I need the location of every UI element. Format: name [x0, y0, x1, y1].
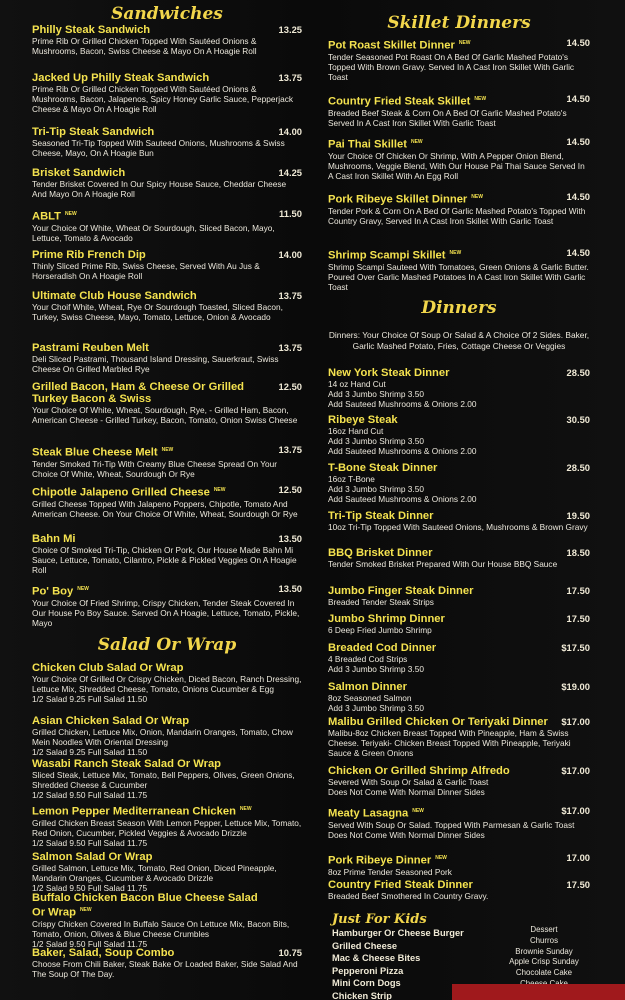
item-detail-line: Add 3 Jumbo Shrimp 3.50: [328, 389, 424, 400]
item-price: 17.50: [566, 879, 590, 890]
item-name-text: Pai Thai Skillet: [328, 138, 407, 151]
item-price: $17.00: [561, 716, 590, 727]
item-price: 14.50: [566, 93, 590, 104]
item-name: [328, 367, 590, 379]
kids-item: Grilled Cheese: [332, 940, 398, 951]
item-price: 13.75: [278, 342, 302, 353]
kids-item: Mini Corn Dogs: [332, 978, 401, 989]
item-sizes: 1/2 Salad 9.50 Full Salad 11.75: [32, 939, 148, 950]
item-detail-line: Does Not Come With Normal Dinner Sides: [328, 829, 485, 840]
menu-item: [32, 381, 302, 425]
dinners-heading: Dinners: [421, 298, 497, 318]
item-price: 13.75: [278, 72, 302, 83]
skillet-heading: Skillet Dinners: [387, 13, 531, 33]
item-name-text: Salmon Salad Or Wrap: [32, 851, 153, 863]
dessert-list: [498, 925, 590, 990]
item-name-text: Philly Steak Sandwich: [32, 24, 151, 36]
item-price: 13.25: [278, 24, 302, 35]
dessert-item: Chocolate Cake: [515, 968, 573, 978]
item-price: 19.50: [566, 510, 590, 521]
item-name: [328, 37, 590, 52]
item-price: 28.50: [566, 367, 590, 378]
item-description: Choose From Chili Baker, Steak Bake Or Loaded Baker, Side Salad And The Soup Of The Day.: [32, 959, 298, 980]
new-badge: NEW: [77, 586, 89, 592]
item-price: 13.50: [278, 533, 302, 544]
item-detail-line: Add 3 Jumbo Shrimp 3.50: [328, 484, 424, 495]
item-description: Sliced Steak, Lettuce Mix, Tomato, Bell Peppers, Olives, Green Onions, Shredded Cheese & Cucumber: [32, 770, 295, 791]
item-detail-line: Served With Soup Or Salad. Topped With Parmesan & Garlic Toast: [328, 819, 575, 830]
item-name: [32, 249, 302, 261]
item-name-text: Brisket Sandwich: [32, 167, 126, 179]
item-price: 14.00: [278, 249, 302, 260]
dessert-item: Brownie Sunday: [515, 946, 573, 956]
dessert-item: Dessert: [530, 925, 558, 934]
item-name-text: Country Fried Steak Skillet: [328, 95, 471, 108]
item-name: [328, 852, 590, 867]
item-name: [328, 414, 590, 426]
menu-item: [32, 342, 302, 374]
item-name-text: Meaty Lasagna: [328, 807, 409, 820]
item-detail-line: Add Sauteed Mushrooms & Onions 2.00: [328, 446, 477, 457]
item-name: [328, 642, 590, 654]
dinners-intro: Dinners: Your Choice Of Soup Or Salad & A Choice Of 2 Sides. Baker, Garlic Mashed Potato, Fries, Cottage Cheese Or Veggies: [328, 330, 590, 351]
item-price: 13.75: [278, 444, 302, 455]
item-price: 13.50: [278, 583, 302, 594]
menu-item: [328, 136, 590, 181]
menu-item: [32, 803, 302, 848]
kids-heading: Just For Kids: [332, 912, 427, 927]
item-detail-line: 10oz Tri-Tip Topped With Sauteed Onions, Mushrooms & Brown Gravy: [328, 522, 588, 532]
menu-item: [328, 716, 590, 759]
item-name-text: Po' Boy: [32, 585, 74, 598]
dessert-item: Churros: [529, 935, 559, 945]
item-description: Deli Sliced Pastrami, Thousand Island Dressing, Sauerkraut, Swiss Cheese On Grilled Marbled Rye: [32, 354, 279, 375]
item-name: [32, 851, 302, 863]
item-name: [32, 947, 302, 959]
item-price: 17.50: [566, 585, 590, 596]
item-detail-line: Malibu-8oz Chicken Breast Topped With Pineapple, Ham & Swiss Cheese. Teriyaki- Chicken Breast Topped With Pineapple, Teriyaki Sauce & Green Onions: [328, 728, 571, 759]
menu-item: [32, 662, 302, 705]
item-price: 14.50: [566, 136, 590, 147]
menu-item: [328, 852, 590, 877]
item-description: Thinly Sliced Prime Rib, Swiss Cheese, Served With Au Jus & Horseradish On A Hoagie Roll: [32, 261, 260, 282]
new-badge: NEW: [458, 40, 471, 46]
item-description: Your Choice Of White, Wheat, Sourdough, Rye, - Grilled Ham, Bacon, American Cheese - Grilled Turkey, Bacon, Tomato, Onion Swiss Cheese: [32, 405, 298, 426]
item-description: Grilled Salmon, Lettuce Mix, Tomato, Red Onion, Diced Pineapple, Mandarin Oranges, Cucumber & Avocado Drizzle: [32, 863, 277, 884]
item-description: Shrimp Scampi Sauteed With Tomatoes, Green Onions & Garlic Butter. Poured Over Garlic Mashed Potatoes In A Cast Iron Skillet With Garlic Toast: [328, 261, 589, 293]
item-description: Your Choice Of Grilled Or Crispy Chicken, Diced Bacon, Ranch Dressing, Lettuce Mix, Shredded Cheese, Tomato, Onions Cucumber & Egg: [32, 674, 302, 695]
item-detail-line: Add 3 Jumbo Shrimp 3.50: [328, 664, 424, 675]
item-name-text: Pork Ribeye Dinner: [328, 854, 432, 867]
menu-item: [32, 484, 302, 519]
item-name: [32, 167, 302, 179]
kids-item: Pepperoni Pizza: [332, 965, 404, 976]
item-detail-line: Tender Smoked Brisket Prepared With Our House BBQ Sauce: [328, 559, 558, 569]
item-name-text: New York Steak Dinner: [328, 367, 450, 379]
item-name-text: Steak Blue Cheese Melt: [32, 446, 158, 459]
menu-item: [328, 642, 590, 674]
item-name: [32, 533, 302, 545]
item-name: [32, 662, 302, 674]
item-description: Tender Pork & Corn On A Bed Of Garlic Mashed Potato's Topped With Country Gravy, Served In A Cast Iron Skillet With Garlic Toast: [328, 205, 586, 226]
item-name: [328, 765, 590, 777]
item-price: 14.25: [278, 167, 302, 178]
menu-item: [32, 715, 302, 758]
new-badge: NEW: [474, 96, 487, 102]
menu-item: [32, 24, 302, 56]
menu-item: [32, 126, 302, 158]
kids-item: Hamburger Or Cheese Burger: [332, 928, 464, 938]
item-name: [32, 758, 302, 770]
menu-item: [32, 892, 302, 949]
item-name: [328, 716, 590, 728]
item-name-text: Tri-Tip Steak Dinner: [328, 510, 434, 522]
item-name-text: Jumbo Shrimp Dinner: [328, 613, 445, 625]
item-name: [328, 136, 590, 151]
kids-list: [332, 927, 464, 1000]
new-badge: NEW: [412, 808, 424, 814]
item-name: [328, 462, 590, 474]
item-name: [328, 247, 590, 262]
item-name: [32, 126, 302, 138]
item-name-text: Shrimp Scampi Skillet: [328, 249, 446, 262]
item-description: Your Choice Of Chicken Or Shrimp, With A Pepper Onion Blend, Mushrooms, Veggie Blend, With Our House Pai Thai Sauce Served In A Cast Iron Skillet With An Egg Roll: [328, 150, 585, 182]
item-description: Tender Smoked Tri-Tip With Creamy Blue Cheese Spread On Your Choice Of White, Wheat, Sourdough Or Rye: [32, 458, 278, 479]
item-name: [328, 191, 590, 206]
dessert-item: Apple Crisp Sunday: [509, 957, 579, 967]
item-description: Prime Rib Or Grilled Chicken Topped With Sautéed Onions & Mushrooms, Bacon, Swiss Cheese & Mayo On A Hoagie Roll: [32, 36, 257, 57]
item-name-text: Country Fried Steak Dinner: [328, 879, 473, 891]
item-detail-line: 6 Deep Fried Jumbo Shrimp: [328, 625, 432, 635]
item-name: [328, 547, 590, 559]
item-name-text: Asian Chicken Salad Or Wrap: [32, 715, 190, 727]
item-sizes: 1/2 Salad 9.25 Full Salad 11.50: [32, 694, 148, 705]
menu-item: [328, 547, 590, 569]
item-description: Breaded Beef Steak & Corn On A Bed Of Garlic Mashed Potato's Served In A Cast Iron Skillet With Garlic Toast: [328, 107, 567, 128]
menu-item: [328, 191, 590, 226]
item-description: Prime Rib Or Grilled Chicken Topped With Sautéed Onions & Mushrooms, Bacon, Jalapenos, Spicy Honey Garlic Sauce, Pepperjack Cheese & Mayo On A Hoagie Roll: [32, 84, 294, 115]
item-name-text: Ultimate Club House Sandwich: [32, 290, 197, 302]
item-name-text: Lemon Pepper Mediterranean Chicken: [32, 805, 236, 818]
menu-item: [328, 681, 590, 713]
item-sizes: 1/2 Salad 9.50 Full Salad 11.75: [32, 883, 148, 894]
item-name-text: Chicken Club Salad Or Wrap: [32, 662, 184, 674]
menu-item: [328, 37, 590, 82]
menu-item: [328, 367, 590, 410]
menu-item: [328, 462, 590, 505]
new-badge: NEW: [239, 806, 252, 812]
menu-item: [328, 510, 590, 532]
item-name: [328, 93, 590, 108]
item-price: 14.50: [566, 247, 590, 258]
item-price: $17.00: [561, 765, 590, 776]
menu-item: [328, 765, 590, 797]
item-description: Your Choice Of Fried Shrimp, Crispy Chicken, Tender Steak Covered In Our House Po Boy Sauce. Served On A Hoagie, Lettuce, Tomato, Pickle, Mayo: [32, 597, 300, 629]
item-price: 10.75: [278, 947, 302, 958]
item-name-text: Wasabi Ranch Steak Salad Or Wrap: [32, 758, 222, 770]
item-description: Seasoned Tri-Tip Topped With Sauteed Onions, Mushrooms & Swiss Cheese, Mayo, On A Hoagie Bun: [32, 138, 285, 159]
item-name-text: Chipotle Jalapeno Grilled Cheese: [32, 486, 210, 499]
item-price: 14.50: [566, 191, 590, 202]
item-name: [32, 803, 302, 818]
decorative-red-band: [452, 984, 625, 1000]
item-name-text: Pot Roast Skillet Dinner: [328, 39, 455, 52]
item-name-text: Jacked Up Philly Steak Sandwich: [32, 72, 210, 84]
item-name-text: Prime Rib French Dip: [32, 249, 146, 261]
new-badge: NEW: [161, 447, 174, 453]
item-price: 12.50: [278, 381, 302, 392]
menu-item: [32, 583, 302, 628]
item-detail-line: 16oz T-Bone: [328, 474, 375, 484]
item-name: [328, 585, 590, 597]
item-name-text: Pork Ribeye Skillet Dinner: [328, 193, 468, 206]
item-description: Your Choice Of White, Wheat Or Sourdough, Sliced Bacon, Mayo, Lettuce, Tomato & Avocado: [32, 222, 275, 243]
item-name: [32, 381, 302, 405]
item-name: [32, 208, 302, 223]
item-detail-line: 4 Breaded Cod Strips: [328, 654, 408, 664]
menu-item: [32, 758, 302, 801]
menu-item: [328, 585, 590, 607]
item-name-text: BBQ Brisket Dinner: [328, 547, 433, 559]
item-name: [32, 583, 302, 598]
item-name-text: Grilled Bacon, Ham & Cheese Or Grilled Turkey Bacon & Swiss: [32, 381, 245, 405]
item-name: [32, 24, 302, 36]
item-description: Your Choif White, Wheat, Rye Or Sourdough Toasted, Sliced Bacon, Turkey, Swiss Cheese, Mayo, Tomato, Lettuce, Onion & Avocado: [32, 302, 283, 323]
item-name: [328, 879, 590, 891]
item-name: [32, 715, 302, 727]
menu-item: [32, 444, 302, 479]
new-badge: NEW: [435, 855, 447, 861]
item-price: 11.50: [279, 208, 302, 219]
item-sizes: 1/2 Salad 9.50 Full Salad 11.75: [32, 790, 148, 801]
item-name: [32, 892, 302, 919]
item-name-text: Tri-Tip Steak Sandwich: [32, 126, 155, 138]
menu-item: [328, 93, 590, 128]
item-detail-line: 14 oz Hand Cut: [328, 379, 386, 389]
item-name: [32, 342, 302, 354]
item-description: Grilled Chicken, Lettuce Mix, Onion, Mandarin Oranges, Tomato, Chow Mein Noodles With Oriental Dressing: [32, 727, 293, 748]
kids-item: Mac & Cheese Bites: [332, 953, 421, 964]
item-price: 17.50: [566, 613, 590, 624]
item-detail-line: Add Sauteed Mushrooms & Onions 2.00: [328, 399, 477, 410]
salad-heading: Salad Or Wrap: [97, 635, 237, 655]
item-description: Choice Of Smoked Tri-Tip, Chicken Or Pork, Our House Made Bahn Mi Sauce, Lettuce, Tomato, Cilantro, Pickle & Pickled Veggies On A Hoagie Roll: [32, 545, 297, 576]
menu-item: [32, 290, 302, 322]
new-badge: NEW: [471, 194, 483, 200]
item-name: [32, 484, 302, 499]
item-price: 17.00: [566, 852, 590, 863]
item-price: 18.50: [566, 547, 590, 558]
item-detail-line: Does Not Come With Normal Dinner Sides: [328, 787, 485, 798]
item-detail-line: Breaded Tender Steak Strips: [328, 597, 434, 607]
item-name-text: Ribeye Steak: [328, 414, 398, 426]
item-sizes: 1/2 Salad 9.50 Full Salad 11.75: [32, 838, 148, 849]
item-description: Grilled Chicken Breast Season With Lemon Pepper, Lettuce Mix, Tomato, Red Onion, Cucumber, Pickled Veggies & Avocado Drizzle: [32, 817, 302, 838]
item-name: [32, 444, 302, 459]
item-price: $19.00: [561, 681, 590, 692]
item-name-text: T-Bone Steak Dinner: [328, 462, 438, 474]
menu-item: [328, 879, 590, 901]
item-name-text: Buffalo Chicken Bacon Blue Cheese Salad Or Wrap: [32, 892, 258, 919]
item-name-text: ABLT: [32, 210, 61, 223]
item-detail-line: Add 3 Jumbo Shrimp 3.50: [328, 703, 424, 714]
item-detail-line: Severed With Soup Or Salad & Garlic Toast: [328, 777, 489, 787]
item-detail-line: Breaded Beef Smothered In Country Gravy.: [328, 891, 489, 901]
item-name-text: Chicken Or Grilled Shrimp Alfredo: [328, 765, 510, 777]
item-detail-line: 8oz Prime Tender Seasoned Pork: [328, 866, 452, 877]
item-detail-line: 8oz Seasoned Salmon: [328, 693, 412, 703]
item-name-text: Jumbo Finger Steak Dinner: [328, 585, 474, 597]
item-description: Tender Seasoned Pot Roast On A Bed Of Garlic Mashed Potato's Topped With Brown Gravy. Served In A Cast Iron Skillet With Garlic Toast: [328, 51, 575, 83]
menu-item: [32, 851, 302, 894]
item-sizes: 1/2 Salad 9.25 Full Salad 11.50: [32, 747, 148, 758]
new-badge: NEW: [213, 487, 226, 493]
new-badge: NEW: [410, 139, 423, 145]
item-description: Grilled Cheese Topped With Jalapeno Poppers, Chipotle, Tomato And American Cheese. On Your Choice Of White, Wheat, Sourdough Or Rye: [32, 498, 298, 519]
new-badge: NEW: [449, 250, 462, 256]
item-detail-line: Add Sauteed Mushrooms & Onions 2.00: [328, 494, 477, 505]
item-price: 30.50: [566, 414, 590, 425]
item-name-text: Baker, Salad, Soup Combo: [32, 947, 175, 959]
menu-item: [32, 208, 302, 243]
item-name: [328, 613, 590, 625]
new-badge: NEW: [65, 211, 77, 217]
new-badge: NEW: [79, 907, 92, 913]
sandwiches-heading: Sandwiches: [111, 4, 223, 24]
item-price: $17.00: [561, 805, 590, 816]
item-name-text: Malibu Grilled Chicken Or Teriyaki Dinner: [328, 716, 548, 728]
item-price: 14.00: [278, 126, 302, 137]
item-name-text: Pastrami Reuben Melt: [32, 342, 149, 354]
item-detail-line: Add 3 Jumbo Shrimp 3.50: [328, 436, 424, 447]
item-name-text: Salmon Dinner: [328, 681, 407, 693]
menu-item: [32, 947, 302, 979]
menu-item: [328, 613, 590, 635]
item-name-text: Breaded Cod Dinner: [328, 642, 437, 654]
item-name-text: Bahn Mi: [32, 533, 76, 545]
item-description: Crispy Chicken Covered In Buffalo Sauce On Lettuce Mix, Bacon Bits, Tomato, Onion, Olives & Blue Cheese Crumbles: [32, 918, 290, 939]
kids-item: Chicken Strip: [332, 990, 392, 1000]
menu-item: [32, 167, 302, 199]
item-price: 28.50: [566, 462, 590, 473]
item-price: $17.50: [561, 642, 590, 653]
item-name: [328, 510, 590, 522]
item-name: [328, 681, 590, 693]
item-name: [32, 290, 302, 302]
item-price: 14.50: [566, 37, 590, 48]
menu-item: [32, 533, 302, 576]
item-name: [32, 72, 302, 84]
menu-item: [328, 247, 590, 292]
menu-item: [32, 249, 302, 281]
item-price: 13.75: [278, 290, 302, 301]
item-description: Tender Brisket Covered In Our Spicy House Sauce, Cheddar Cheese And Mayo On A Hoagie Roll: [32, 179, 287, 200]
menu-item: [32, 72, 302, 115]
item-detail-line: 16oz Hand Cut: [328, 426, 384, 436]
item-name: [328, 805, 590, 820]
item-price: 12.50: [278, 484, 302, 495]
menu-item: [328, 414, 590, 457]
menu-item: [328, 805, 590, 840]
